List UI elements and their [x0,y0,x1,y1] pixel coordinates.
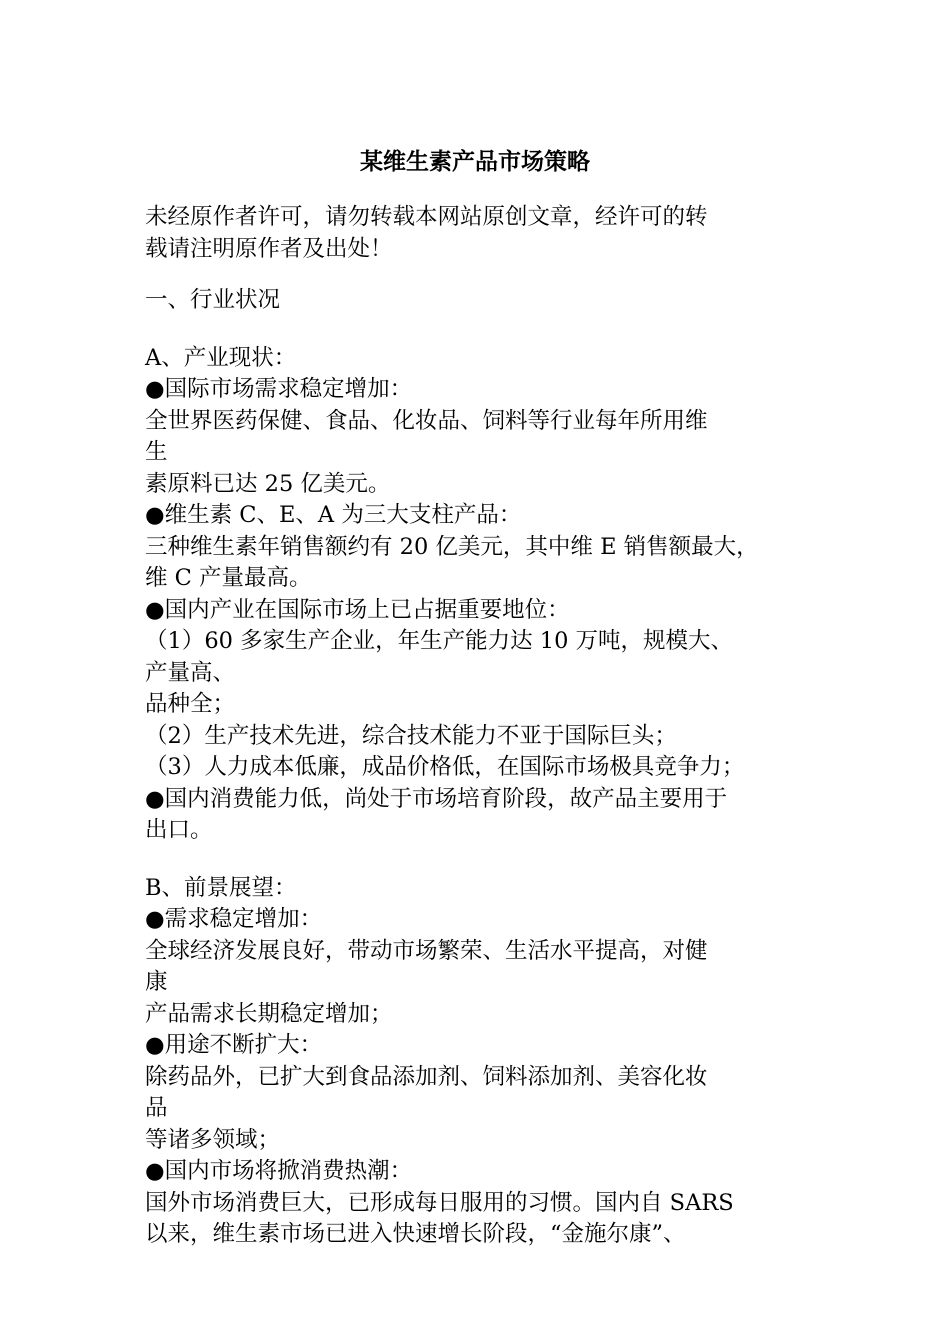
text-line: （3）人力成本低廉，成品价格低，在国际市场极具竞争力； [145,754,745,780]
text-line: 三种维生素年销售额约有 20 亿美元，其中维 E 销售额最大， [145,533,759,560]
part-a [145,343,815,847]
part-b [145,873,815,1251]
document-title: 某维生素产品市场策略 [360,148,590,175]
text-line: ●用途不断扩大： [145,1032,323,1058]
text-line: ●维生素 C、E、A 为三大支柱产品： [145,502,522,528]
text-line: 等诸多领域； [145,1126,281,1153]
text-line: 品 [145,1095,168,1121]
text-line: 出口。 [145,817,213,843]
text-line: 以来，维生素市场已进入快速增长阶段，“金施尔康”、 [145,1221,686,1247]
text-line: 除药品外，已扩大到食品添加剂、饲料添加剂、美容化妆 [145,1063,708,1090]
text-line: ●国内消费能力低，尚处于市场培育阶段，故产品主要用于 [145,785,728,812]
text-line: （2）生产技术先进，综合技术能力不亚于国际巨头； [145,722,677,749]
part-heading: A、产业现状： [145,344,297,371]
text-line: 全球经济发展良好，带动市场繁荣、生活水平提高，对健 [145,937,708,964]
text-line: 生 [145,439,168,465]
text-line: 品种全； [145,691,236,717]
document-body [145,202,815,1251]
text-line: 素原料已达 25 亿美元。 [145,470,391,497]
text-line: ●国际市场需求稳定增加： [145,376,413,402]
text-line: ●国内市场将掀消费热潮： [145,1158,413,1184]
text-line: ●需求稳定增加： [145,906,323,932]
text-line: ●国内产业在国际市场上已占据重要地位： [145,596,570,623]
text-line: 国外市场消费巨大，已形成每日服用的习惯。国内自 SARS [145,1189,734,1216]
text-line: 康 [145,969,168,995]
text-line: （1）60 多家生产企业，年生产能力达 10 万吨，规模大、 [145,628,734,654]
notice-line: 未经原作者许可，请勿转载本网站原创文章，经许可的转 [145,204,708,230]
notice-line: 载请注明原作者及出处！ [145,235,393,262]
text-line: 产量高、 [145,659,236,686]
part-heading: B、前景展望： [145,874,297,901]
copyright-notice [145,202,815,265]
text-line: 全世界医药保健、食品、化妆品、饲料等行业每年所用维 [145,407,708,434]
section-heading: 一、行业状况 [145,287,281,313]
text-line: 维 C 产量最高。 [145,565,312,591]
text-line: 产品需求长期稳定增加； [145,1000,393,1027]
